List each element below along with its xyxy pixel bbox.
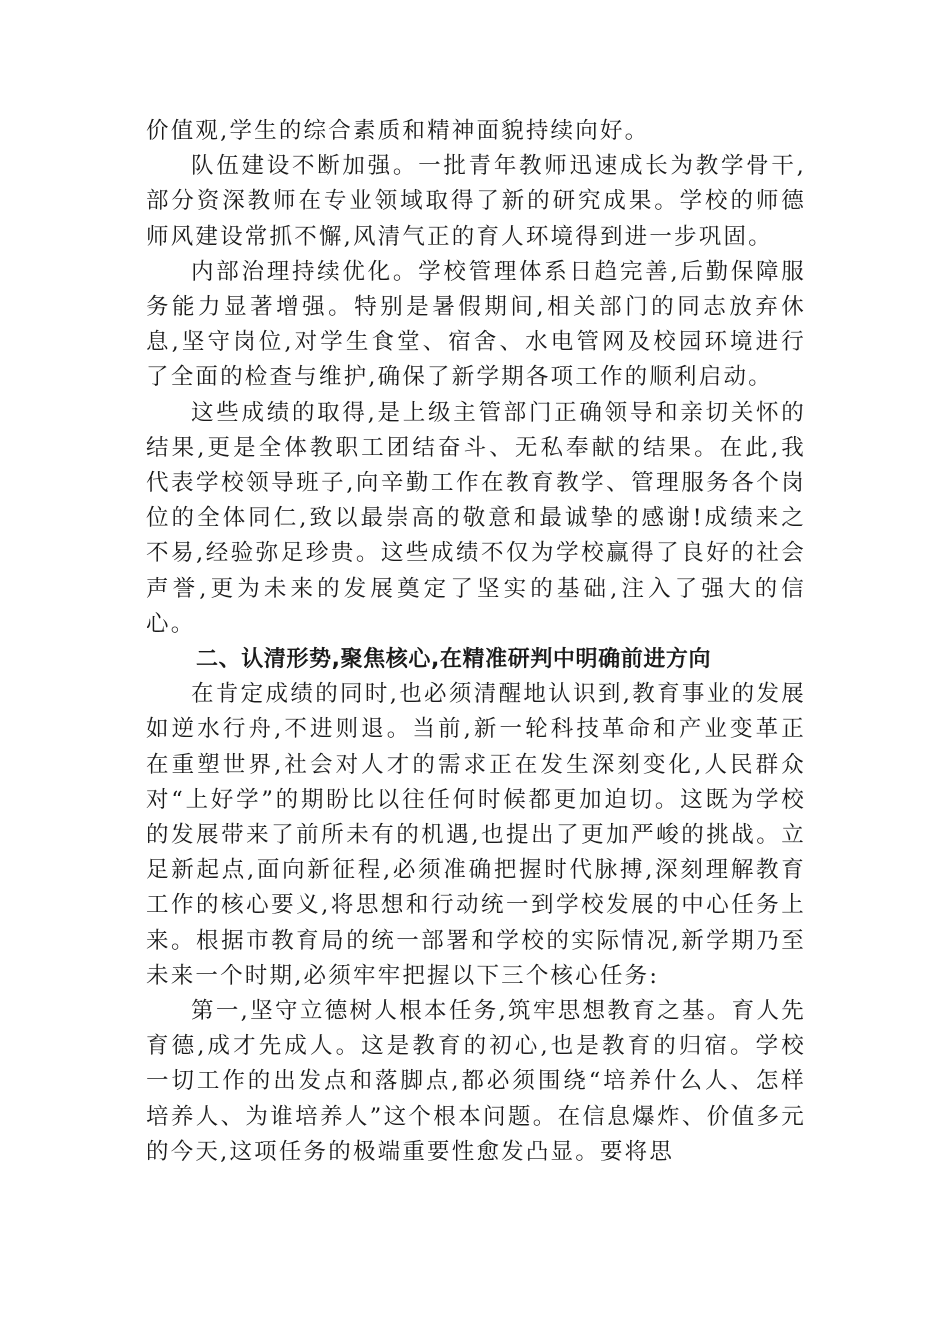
paragraph-team-building: 队伍建设不断加强。一批青年教师迅速成长为教学骨干,部分资深教师在专业领域取得了新的研究成果。学校的师德师风建设常抓不懈,风清气正的育人环境得到进一步巩固。: [146, 153, 806, 250]
paragraph-governance: 内部治理持续优化。学校管理体系日趋完善,后勤保障服务能力显著增强。特别是暑假期间,相关部门的同志放弃休息,坚守岗位,对学生食堂、宿舍、水电管网及校园环境进行了全面的检查与维护,确保了新学期各项工作的顺利启动。: [146, 258, 806, 391]
paragraph-continued: 价值观,学生的综合素质和精神面貌持续向好。: [146, 118, 650, 144]
paragraph-achievements: 这些成绩的取得,是上级主管部门正确领导和亲切关怀的结果,更是全体教职工团结奋斗、无私奉献的结果。在此,我代表学校领导班子,向辛勤工作在教育教学、管理服务各个岗位的全体同仁,致以最崇高的敬意和最诚挚的感谢!成绩来之不易,经验弥足珍贵。这些成绩不仅为学校赢得了良好的社会声誉,更为未来的发展奠定了坚实的基础,注入了强大的信心。: [146, 399, 806, 637]
section-heading: 二、认清形势,聚焦核心,在精准研判中明确前进方向: [196, 647, 712, 673]
paragraph-situation: 在肯定成绩的同时,也必须清醒地认识到,教育事业的发展如逆水行舟,不进则退。当前,新一轮科技革命和产业变革正在重塑世界,社会对人才的需求正在发生深刻变化,人民群众对“上好学”的期盼比以往任何时候都更加迫切。这既为学校的发展带来了前所未有的机遇,也提出了更加严峻的挑战。立足新起点,面向新征程,必须准确把握时代脉搏,深刻理解教育工作的核心要义,将思想和行动统一到学校发展的中心任务上来。根据市教育局的统一部署和学校的实际情况,新学期乃至未来一个时期,必须牢牢把握以下三个核心任务:: [146, 681, 806, 989]
paragraph-task-one: 第一,坚守立德树人根本任务,筑牢思想教育之基。育人先育德,成才先成人。这是教育的初心,也是教育的归宿。学校一切工作的出发点和落脚点,都必须围绕“培养什么人、怎样培养人、为谁培养人”这个根本问题。在信息爆炸、价值多元的今天,这项任务的极端重要性愈发凸显。要将思: [146, 998, 806, 1165]
document-page: [146, 114, 806, 1170]
